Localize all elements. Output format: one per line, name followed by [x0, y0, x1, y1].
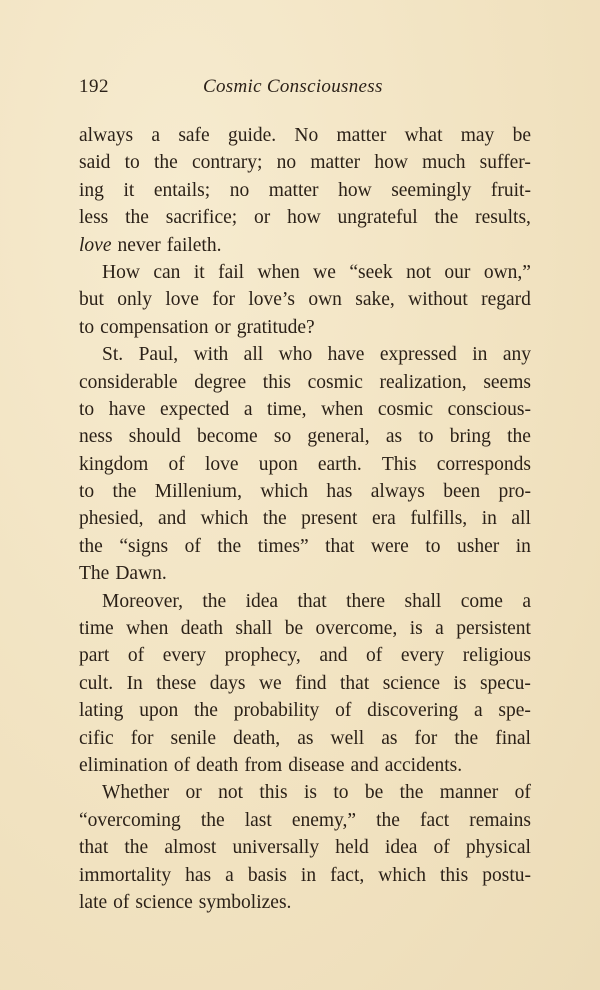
word: have: [108, 398, 146, 420]
word: that: [340, 672, 370, 694]
text-line: [79, 341, 531, 368]
word: discovering: [367, 700, 459, 722]
word: is: [303, 782, 317, 804]
word: the: [124, 837, 149, 859]
word: which: [378, 864, 426, 886]
word: bring: [449, 426, 491, 448]
word: much: [422, 152, 466, 174]
word: lating: [79, 700, 124, 722]
word: we: [313, 261, 336, 283]
word: said: [79, 152, 111, 174]
word: matter: [268, 179, 319, 201]
word: guide.: [227, 125, 277, 146]
word: has: [326, 481, 353, 503]
word: a: [435, 618, 444, 640]
word: for: [414, 727, 438, 749]
word: well: [330, 727, 365, 749]
word: times”: [257, 535, 309, 557]
word: but: [79, 289, 104, 311]
word: disease: [288, 754, 345, 776]
word: a: [151, 125, 161, 146]
word: which: [200, 508, 249, 530]
word: become: [197, 426, 258, 448]
word: entails;: [153, 179, 211, 201]
word: gratitude?: [236, 316, 315, 338]
word: so: [273, 426, 292, 448]
word: safe: [178, 125, 210, 146]
paragraph: [79, 779, 531, 916]
word: the: [125, 207, 149, 229]
text-line: [79, 807, 531, 834]
word: shall: [404, 590, 442, 612]
word: has: [185, 864, 212, 886]
word: for: [212, 289, 235, 311]
word: death: [196, 754, 239, 776]
word: This: [381, 453, 417, 475]
word: love: [165, 289, 199, 311]
word: all: [511, 508, 531, 530]
word: be: [284, 618, 304, 640]
word: the: [507, 426, 531, 448]
word: when: [126, 618, 169, 640]
word: should: [128, 426, 181, 448]
word: contrary;: [192, 152, 263, 174]
word: that: [79, 837, 109, 859]
text-line: [79, 697, 531, 724]
word: cosmic: [377, 398, 434, 420]
word: upon: [139, 700, 179, 722]
word: this: [440, 864, 469, 886]
word: Dawn.: [115, 563, 167, 585]
word: always: [370, 481, 425, 503]
text-line: [79, 779, 531, 806]
word: the: [434, 207, 459, 229]
text-line: [79, 889, 531, 916]
word: present: [301, 508, 358, 530]
word: almost: [164, 837, 217, 859]
word: to: [418, 426, 434, 448]
word: what: [404, 125, 443, 146]
text-line: [79, 232, 531, 259]
word: held: [335, 837, 369, 859]
word: In: [126, 672, 143, 694]
word: of: [184, 535, 201, 557]
word: idea: [384, 837, 418, 859]
text-line: [79, 204, 531, 231]
text-line: [79, 560, 531, 587]
word: realization,: [379, 371, 467, 393]
word: and: [350, 754, 379, 776]
word: earth.: [317, 453, 362, 475]
word: days: [209, 672, 246, 694]
text-line: [79, 369, 531, 396]
word: final: [495, 727, 531, 749]
word: or: [214, 316, 231, 338]
word: the: [194, 700, 218, 722]
word: seemingly: [391, 179, 472, 201]
text-line: [79, 286, 531, 313]
word: for: [130, 727, 154, 749]
text-line: [79, 177, 531, 204]
word: elimination: [79, 754, 168, 776]
word: St.: [102, 344, 124, 366]
text-line: [79, 752, 531, 779]
word: the: [154, 152, 178, 174]
text-line: [79, 122, 531, 149]
text-line: [79, 396, 531, 423]
word: is: [409, 618, 423, 640]
word: have: [327, 344, 365, 366]
word: of: [173, 754, 191, 776]
word: physical: [465, 837, 531, 859]
word: not: [406, 261, 431, 283]
word: compensation: [100, 316, 209, 338]
word: cific: [79, 727, 114, 749]
word: of: [366, 645, 383, 667]
word: to: [79, 316, 95, 338]
word: how: [374, 152, 408, 174]
word: may: [460, 125, 495, 146]
word: usher: [457, 535, 500, 557]
word: degree: [194, 371, 247, 393]
text-line: [79, 423, 531, 450]
word: phesied,: [79, 508, 144, 530]
word: in: [481, 508, 497, 530]
word: “overcoming: [79, 809, 181, 831]
word: ungrateful: [337, 207, 418, 229]
word: ness: [79, 426, 113, 448]
word: of: [433, 837, 450, 859]
word: without: [408, 289, 468, 311]
word: idea: [245, 590, 279, 612]
word: the: [79, 535, 103, 557]
word: pro-: [498, 481, 531, 503]
paragraph: [79, 122, 531, 259]
word: expressed: [379, 344, 457, 366]
word: not: [218, 782, 244, 804]
text-line: [79, 615, 531, 642]
text-line: [79, 834, 531, 861]
word: “signs: [119, 535, 169, 557]
word: to: [425, 535, 441, 557]
word: conscious-: [447, 398, 531, 420]
word: never: [117, 234, 161, 256]
text-line: [79, 725, 531, 752]
word: How: [102, 261, 140, 283]
word: every: [400, 645, 445, 667]
word: corresponds: [436, 453, 531, 475]
word: specu-: [479, 672, 531, 694]
word: the: [376, 809, 400, 831]
word: time: [79, 618, 114, 640]
word: science: [382, 672, 441, 694]
word: of: [335, 700, 352, 722]
word: the: [399, 782, 424, 804]
word: no: [276, 152, 297, 174]
word: kingdom: [79, 453, 149, 475]
word: matter: [310, 152, 361, 174]
word: era: [371, 508, 396, 530]
word: symbolizes.: [198, 891, 292, 913]
word: and: [157, 508, 187, 530]
word: probability: [233, 700, 320, 722]
word: the: [112, 481, 137, 503]
word: that: [297, 590, 327, 612]
text-line: [79, 314, 531, 341]
text-line: [79, 862, 531, 889]
word: there: [346, 590, 386, 612]
word: to: [333, 782, 349, 804]
word: Whether: [102, 782, 170, 804]
word: how: [287, 207, 321, 229]
word: been: [443, 481, 481, 503]
text-line: [79, 505, 531, 532]
word: a: [522, 590, 531, 612]
word: the: [454, 727, 479, 749]
word: when: [321, 398, 364, 420]
word: of: [514, 782, 531, 804]
word: a: [225, 864, 234, 886]
text-line: [79, 670, 531, 697]
word: as: [385, 426, 403, 448]
word: is: [453, 672, 467, 694]
word: always: [79, 125, 134, 146]
word: love: [79, 234, 112, 256]
word: to: [79, 481, 95, 503]
word: regard: [481, 289, 531, 311]
word: basis: [247, 864, 287, 886]
word: or: [254, 207, 271, 229]
text-line: [79, 588, 531, 615]
word: no: [229, 179, 250, 201]
running-title: Cosmic Consciousness: [203, 76, 383, 97]
paragraph: [79, 341, 531, 588]
word: fail: [218, 261, 245, 283]
word: every: [162, 645, 207, 667]
word: ing: [79, 179, 104, 201]
word: fact: [419, 809, 450, 831]
word: spe-: [498, 700, 531, 722]
word: The: [79, 563, 110, 585]
word: “seek: [349, 261, 393, 283]
word: Paul,: [138, 344, 179, 366]
word: these: [156, 672, 197, 694]
word: the: [200, 809, 225, 831]
word: time,: [267, 398, 307, 420]
word: part: [79, 645, 110, 667]
word: No: [294, 125, 319, 146]
word: love: [204, 453, 239, 475]
word: religious: [462, 645, 531, 667]
word: the: [262, 508, 287, 530]
page-number: 192: [79, 76, 109, 97]
word: can: [153, 261, 181, 283]
word: of: [113, 891, 130, 913]
word: postu-: [482, 864, 531, 886]
word: immortality: [79, 864, 172, 886]
word: sake,: [355, 289, 395, 311]
word: late: [79, 891, 108, 913]
word: as: [297, 727, 314, 749]
word: find: [295, 672, 327, 694]
word: all: [243, 344, 264, 366]
text-line: [79, 451, 531, 478]
paragraph: [79, 259, 531, 341]
word: faileth.: [166, 234, 222, 256]
text-line: [79, 478, 531, 505]
word: death,: [233, 727, 281, 749]
word: fulfills,: [410, 508, 468, 530]
word: love’s: [248, 289, 295, 311]
text-line: [79, 149, 531, 176]
word: results,: [475, 207, 531, 229]
word: overcome,: [315, 618, 398, 640]
word: enemy,”: [291, 809, 357, 831]
word: in: [300, 864, 317, 886]
word: death: [180, 618, 223, 640]
word: seems: [483, 371, 531, 393]
word: to: [79, 398, 95, 420]
word: shall: [235, 618, 273, 640]
word: this: [262, 371, 291, 393]
word: Millenium,: [154, 481, 242, 503]
word: with: [193, 344, 229, 366]
word: suffer-: [479, 152, 531, 174]
word: and: [319, 645, 348, 667]
word: or: [185, 782, 202, 804]
word: universally: [232, 837, 320, 859]
word: expected: [160, 398, 230, 420]
word: a: [243, 398, 253, 420]
body-text: [79, 122, 531, 916]
word: general,: [307, 426, 370, 448]
word: manner: [439, 782, 499, 804]
paragraph: [79, 588, 531, 780]
word: persistent: [456, 618, 531, 640]
text-line: [79, 259, 531, 286]
word: were: [370, 535, 409, 557]
word: that: [325, 535, 355, 557]
word: from: [244, 754, 283, 776]
word: matter: [336, 125, 387, 146]
word: accidents.: [384, 754, 463, 776]
word: which: [260, 481, 308, 503]
word: how: [338, 179, 372, 201]
word: be: [364, 782, 384, 804]
word: be: [512, 125, 531, 146]
word: we: [258, 672, 282, 694]
word: cosmic: [307, 371, 363, 393]
word: upon: [258, 453, 298, 475]
running-head: [79, 70, 531, 106]
word: considerable: [79, 371, 178, 393]
word: senile: [170, 727, 216, 749]
word: prophecy,: [224, 645, 301, 667]
word: it: [193, 261, 205, 283]
word: fruit-: [490, 179, 531, 201]
word: science: [135, 891, 193, 913]
word: our: [444, 261, 471, 283]
word: when: [257, 261, 300, 283]
word: less: [79, 207, 109, 229]
text-line: [79, 533, 531, 560]
word: this: [259, 782, 288, 804]
word: who: [278, 344, 313, 366]
word: of: [127, 645, 145, 667]
word: last: [244, 809, 272, 831]
word: as: [381, 727, 398, 749]
word: fact,: [330, 864, 365, 886]
word: the: [217, 535, 242, 557]
book-page: [79, 70, 531, 916]
word: a: [473, 700, 483, 722]
word: of: [168, 453, 185, 475]
word: any: [502, 344, 531, 366]
word: sacrifice;: [165, 207, 238, 229]
word: only: [117, 289, 152, 311]
word: own: [308, 289, 342, 311]
word: it: [123, 179, 135, 201]
word: in: [472, 344, 488, 366]
word: in: [515, 535, 531, 557]
word: remains: [469, 809, 531, 831]
text-line: [79, 642, 531, 669]
word: come: [460, 590, 503, 612]
word: Moreover,: [102, 590, 183, 612]
word: to: [124, 152, 140, 174]
word: the: [202, 590, 227, 612]
word: cult.: [79, 672, 114, 694]
word: own,”: [483, 261, 531, 283]
